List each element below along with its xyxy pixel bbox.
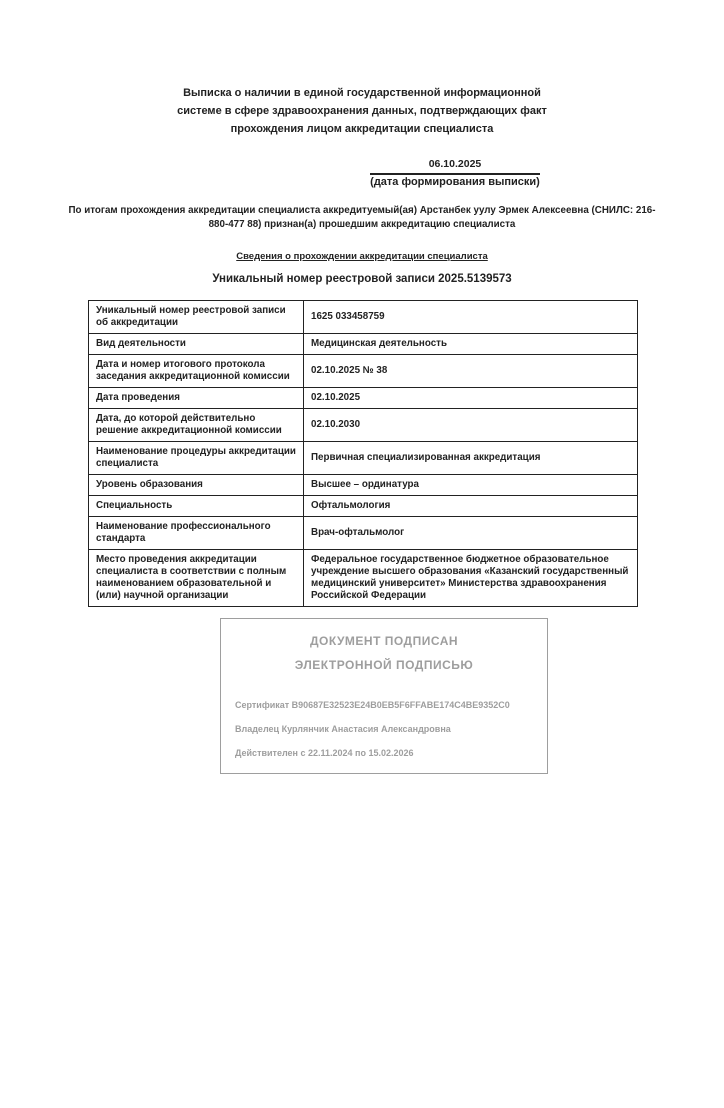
- table-cell-value: 02.10.2025: [304, 388, 638, 409]
- table-cell-value: 02.10.2030: [304, 409, 638, 442]
- table-cell-value: Федеральное государственное бюджетное образовательное учреждение высшего образования «Казанский государственный медицинский университет» Министерства здравоохранения Российской Федерации: [304, 550, 638, 607]
- table-cell-label: Дата, до которой действительно решение аккредитационной комиссии: [89, 409, 304, 442]
- signature-stamp-title-line: ЭЛЕКТРОННОЙ ПОДПИСЬЮ: [294, 658, 474, 672]
- document-title-line: прохождения лицом аккредитации специалиста: [230, 123, 494, 135]
- table-cell-value: Медицинская деятельность: [304, 334, 638, 355]
- document-title-line: системе в сфере здравоохранения данных, подтверждающих факт: [177, 105, 547, 117]
- table-row: [89, 409, 638, 442]
- signature-stamp-details: [235, 693, 533, 765]
- signature-stamp-title-line: ДОКУМЕНТ ПОДПИСАН: [309, 634, 459, 648]
- electronic-signature-stamp: [220, 618, 548, 774]
- table-row: [89, 442, 638, 475]
- table-cell-value: Высшее – ординатура: [304, 475, 638, 496]
- table-cell-label: Дата и номер итогового протокола заседания аккредитационной комиссии: [89, 355, 304, 388]
- table-row: [89, 475, 638, 496]
- accreditation-table: [88, 300, 638, 607]
- table-row: [89, 496, 638, 517]
- table-cell-label: Наименование процедуры аккредитации специалиста: [89, 442, 304, 475]
- table-cell-value: Врач-офтальмолог: [304, 517, 638, 550]
- table-cell-value: Офтальмология: [304, 496, 638, 517]
- intro-line: По итогам прохождения аккредитации специалиста аккредитуемый(ая) Арстанбек уулу Эрмек Алексеевна (СНИЛС: 216-: [68, 205, 656, 216]
- table-cell-value: 02.10.2025 № 38: [304, 355, 638, 388]
- table-cell-label: Специальность: [89, 496, 304, 517]
- section-header: Сведения о прохождении аккредитации специалиста: [236, 251, 488, 262]
- signature-validity: Действителен с 22.11.2024 по 15.02.2026: [235, 748, 414, 758]
- intro-paragraph: [0, 204, 724, 232]
- signature-certificate: Сертификат B90687E32523E24B0EB5F6FFABE174C4BE9352C0: [235, 700, 510, 710]
- table-cell-label: Вид деятельности: [89, 334, 304, 355]
- formation-date-block: [370, 158, 540, 189]
- document-page: [0, 84, 724, 1108]
- table-cell-label: Дата проведения: [89, 388, 304, 409]
- document-title: [0, 84, 724, 138]
- table-row: [89, 334, 638, 355]
- table-row: [89, 355, 638, 388]
- table-cell-value: Первичная специализированная аккредитация: [304, 442, 638, 475]
- formation-date-value: 06.10.2025: [370, 158, 540, 175]
- table-row: [89, 301, 638, 334]
- table-cell-label: Наименование профессионального стандарта: [89, 517, 304, 550]
- registry-number-title: Уникальный номер реестровой записи 2025.5139573: [212, 273, 512, 285]
- table-cell-label: Уровень образования: [89, 475, 304, 496]
- intro-line: 880-477 88) признан(а) прошедшим аккредитацию специалиста: [208, 219, 516, 230]
- formation-date-caption: (дата формирования выписки): [370, 176, 540, 188]
- table-row: [89, 550, 638, 607]
- table-cell-label: Место проведения аккредитации специалиста в соответствии с полным наименованием образовательной и (или) научной организации: [89, 550, 304, 607]
- table-row: [89, 388, 638, 409]
- table-cell-label: Уникальный номер реестровой записи об аккредитации: [89, 301, 304, 334]
- signature-stamp-title: [235, 629, 533, 677]
- document-title-line: Выписка о наличии в единой государственной информационной: [183, 87, 541, 99]
- table-row: [89, 517, 638, 550]
- table-cell-value: 1625 033458759: [304, 301, 638, 334]
- signature-owner: Владелец Курлянчик Анастасия Александровна: [235, 724, 451, 734]
